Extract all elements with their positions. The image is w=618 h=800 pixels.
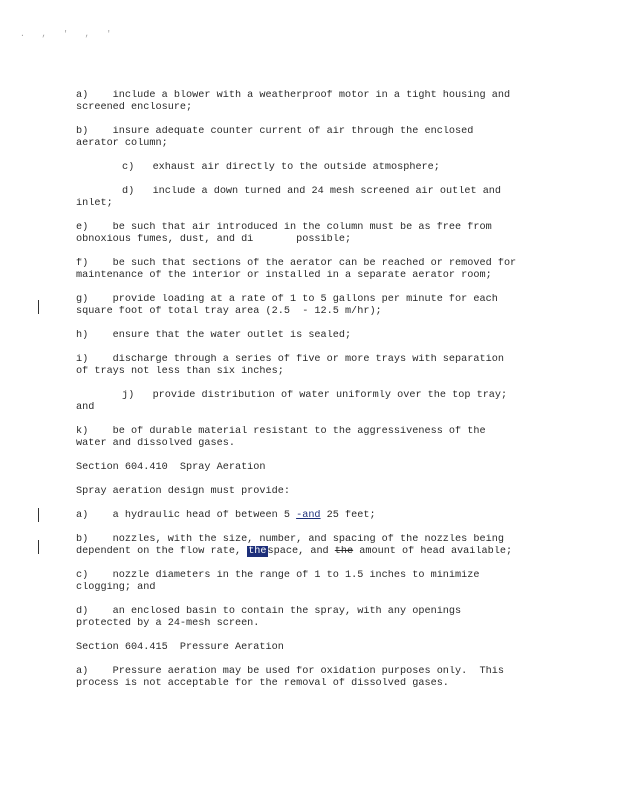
text-line: i) discharge through a series of five or more trays with separation (76, 354, 504, 365)
change-bar (38, 508, 39, 522)
text-segment: space, and (267, 546, 335, 557)
text-line: g) provide loading at a rate of 1 to 5 gallons per minute for each (76, 294, 498, 305)
text-line: Spray aeration design must provide: (76, 486, 290, 497)
inserted-mark: -and (296, 510, 321, 521)
text-line: screened enclosure; (76, 102, 193, 113)
text-line (76, 546, 536, 558)
text-line: d) include a down turned and 24 mesh screened air outlet and (122, 186, 502, 197)
change-bar (38, 300, 39, 314)
text-line: maintenance of the interior or installed in a separate aerator room; (76, 270, 492, 281)
text-line: k) be of durable material resistant to the aggressiveness of the (76, 426, 486, 437)
text-line: aerator column; (76, 138, 168, 149)
text-line: clogging; and (76, 582, 156, 593)
struck-text: the (334, 546, 354, 557)
change-bar (38, 540, 39, 554)
text-line: water and dissolved gases. (76, 438, 235, 449)
text-line: b) nozzles, with the size, number, and spacing of the nozzles being (76, 534, 504, 545)
text-line: square foot of total tray area (2.5 - 12.5 m/hr); (76, 306, 382, 317)
text-line: of trays not less than six inches; (76, 366, 284, 377)
text-segment: 25 feet; (320, 510, 376, 521)
scan-specks: . , ' , ' (20, 30, 118, 39)
text-line: e) be such that air introduced in the column must be as free from (76, 222, 492, 233)
text-line: j) provide distribution of water uniformly over the top tray; (122, 390, 508, 401)
text-line: h) ensure that the water outlet is sealed; (76, 330, 352, 341)
text-line: inlet; (76, 198, 113, 209)
text-segment: dependent on the flow rate, (76, 546, 248, 557)
text-line: b) insure adequate counter current of air through the enclosed (76, 126, 474, 137)
text-line: d) an enclosed basin to contain the spray, with any openings (76, 606, 462, 617)
text-line: and (76, 402, 95, 413)
text-segment: amount of head available; (353, 546, 513, 557)
text-line: protected by a 24-mesh screen. (76, 618, 260, 629)
text-line: a) Pressure aeration may be used for oxidation purposes only. This (76, 666, 504, 677)
section-heading: Section 604.415 Pressure Aeration (76, 642, 284, 653)
text-line: f) be such that sections of the aerator can be reached or removed for (76, 258, 517, 269)
highlighted-mark: the (248, 546, 267, 557)
text-line: process is not acceptable for the removal of dissolved gases. (76, 678, 449, 689)
text-line: c) nozzle diameters in the range of 1 to 1.5 inches to minimize (76, 570, 480, 581)
text-line: c) exhaust air directly to the outside atmosphere; (122, 162, 440, 173)
text-line: obnoxious fumes, dust, and di possible; (76, 234, 352, 245)
section-heading: Section 604.410 Spray Aeration (76, 462, 266, 473)
text-line: a) include a blower with a weatherproof motor in a tight housing and (76, 90, 511, 101)
text-line (76, 510, 536, 522)
text-segment: a) a hydraulic head of between 5 (76, 510, 297, 521)
